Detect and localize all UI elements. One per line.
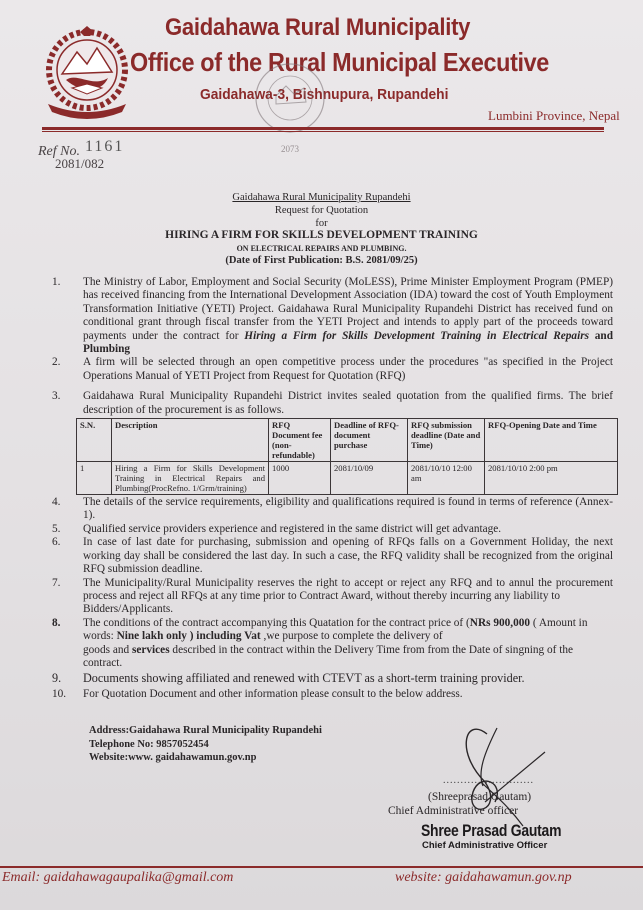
contract-price: NRs 900,000 <box>469 616 531 629</box>
nepal-emblem-icon <box>42 22 132 122</box>
signatory-name: (Shreeprasad Gautam) <box>428 791 532 803</box>
contact-block <box>89 724 322 765</box>
document-subtitle: ON ELECTRICAL REPAIRS AND PLUMBING. <box>236 244 407 253</box>
reference-fiscal-year: 2081/082 <box>55 156 105 171</box>
letterhead-address: Gaidahawa-3, Bishnupura, Rupandehi <box>200 86 449 103</box>
letterhead-province: Lumbini Province, Nepal <box>488 108 620 123</box>
seal-year: 2073 <box>281 144 299 154</box>
letterhead-divider-thin <box>42 131 604 132</box>
col-purchase-deadline: Deadline of RFQ-document purchase <box>331 419 408 462</box>
contact-address: Address:Gaidahawa Rural Municipality Rupandehi <box>89 725 322 736</box>
clause-4: 4. The details of the service requirements, eligibility and qualifications required is found in terms of reference (Annex-1). <box>52 496 613 522</box>
letterhead-office-name: Office of the Rural Municipal Executive <box>130 47 549 77</box>
footer-divider <box>0 866 643 868</box>
procurement-table <box>76 418 618 495</box>
col-submission-deadline: RFQ submission deadline (Date and Time) <box>408 419 485 462</box>
document-type: Request for Quotation <box>274 205 369 216</box>
clause-list <box>48 276 613 701</box>
clause-3: 3. Gaidahawa Rural Municipality Rupandehi District invites sealed quotation from the qualified firms. The brief description of the procurement is as follows. <box>52 390 613 416</box>
table-header-row <box>77 419 618 462</box>
clause-7: 7. The Municipality/Rural Municipality reserves the right to accept or reject any RFQ and to annul the procurement process and reject all RFQs at any time prior to Contract Award, without thereby incurring any liability to Bidders/Applicants. <box>52 576 613 616</box>
heading-for: for <box>315 218 328 229</box>
contact-telephone: Telephone No: 9857052454 <box>89 738 209 750</box>
office-seal-stamp-icon <box>236 58 344 158</box>
letterhead-municipality-name: Gaidahawa Rural Municipality <box>165 14 471 41</box>
col-description: Description <box>112 419 269 462</box>
clause-2: 2. A firm will be selected through an open competitive process under the procedures "as specified in the Project Operations Manual of YETI Project from Request for Quotation (RFQ) <box>52 356 613 382</box>
clause-9: 9. Documents showing affiliated and renewed with CTEVT as a short-term training provider. <box>52 671 525 686</box>
amount-in-words: Nine lakh only ) including Vat <box>116 630 261 643</box>
col-sn: S.N. <box>77 419 112 462</box>
contract-name-emphasis: Hiring a Firm for Skills Development Training in Electrical Repairs <box>244 329 589 342</box>
title-stamp: Chief Administrative Officer <box>422 840 548 851</box>
contact-website: Website:www. gaidahawamun.gov.np <box>89 752 257 763</box>
issuer-heading: Gaidahawa Rural Municipality Rupandehi <box>232 192 411 203</box>
col-document-fee: RFQ Document fee (non-refundable) <box>269 419 331 462</box>
clause-8: 8. The conditions of the contract accompanying this Quatation for the contract price of (NRs 900,000 ( Amount in words: Nine lakh only ) including Vat ,we purpose to complete the delivery of goods and services described in the contract within the Delivery Time from from the Date of singning of the contract. <box>52 616 588 669</box>
footer-email: Email: gaidahawagaupalika@gmail.com <box>2 870 234 885</box>
reference-label: Ref No. <box>38 144 80 159</box>
letterhead-divider <box>42 127 604 130</box>
signatory-title: Chief Administrative officer <box>388 805 519 817</box>
col-opening-date: RFQ-Opening Date and Time <box>485 419 618 462</box>
clause-6: 6. In case of last date for purchasing, submission and opening of RFQs falls on a Government Holiday, the next working day shall be considered the last day. In such a case, the RFQ validity shall be recognized from the original RFQ submission deadline. <box>52 536 613 576</box>
clause-5: 5. Qualified service providers experience and registered in the same district will get advantage. <box>52 522 502 535</box>
publication-date: (Date of First Publication: B.S. 2081/09/25) <box>225 255 418 266</box>
clause-1: 1. The Ministry of Labor, Employment and Social Security (MoLESS), Prime Minister Employment Program (PMEP) has received financing from the International Development Association (IDA) toward the cost of Youth Employment Transformation Initiative (YETI) Project. Gaidahawa Rural Municipality Rupandehi District has received fund on conditional grant through fiscal transfer from the YETI Project and intends to apply part of the proceeds toward payments under the contract for Hiring a Firm for Skills Development Training in Electrical Repairs and Plumbing <box>52 276 613 356</box>
signature-line: .......................... <box>443 775 534 786</box>
reference-number: 1161 <box>85 138 125 155</box>
clause-10: 10. For Quotation Document and other information please consult to the below address. <box>52 687 463 700</box>
name-stamp: Shree Prasad Gautam <box>421 821 562 840</box>
footer-website: website: gaidahawamun.gov.np <box>395 870 572 885</box>
document-title: HIRING A FIRM FOR SKILLS DEVELOPMENT TRAINING <box>165 229 478 241</box>
table-row: 1 Hiring a Firm for Skills Development Training in Electrical Repairs and Plumbing(ProcRefno. 1/Grm/training) 1000 2081/10/09 2081/10/10 12:00 am 2081/10/10 2:00 pm <box>77 462 618 495</box>
